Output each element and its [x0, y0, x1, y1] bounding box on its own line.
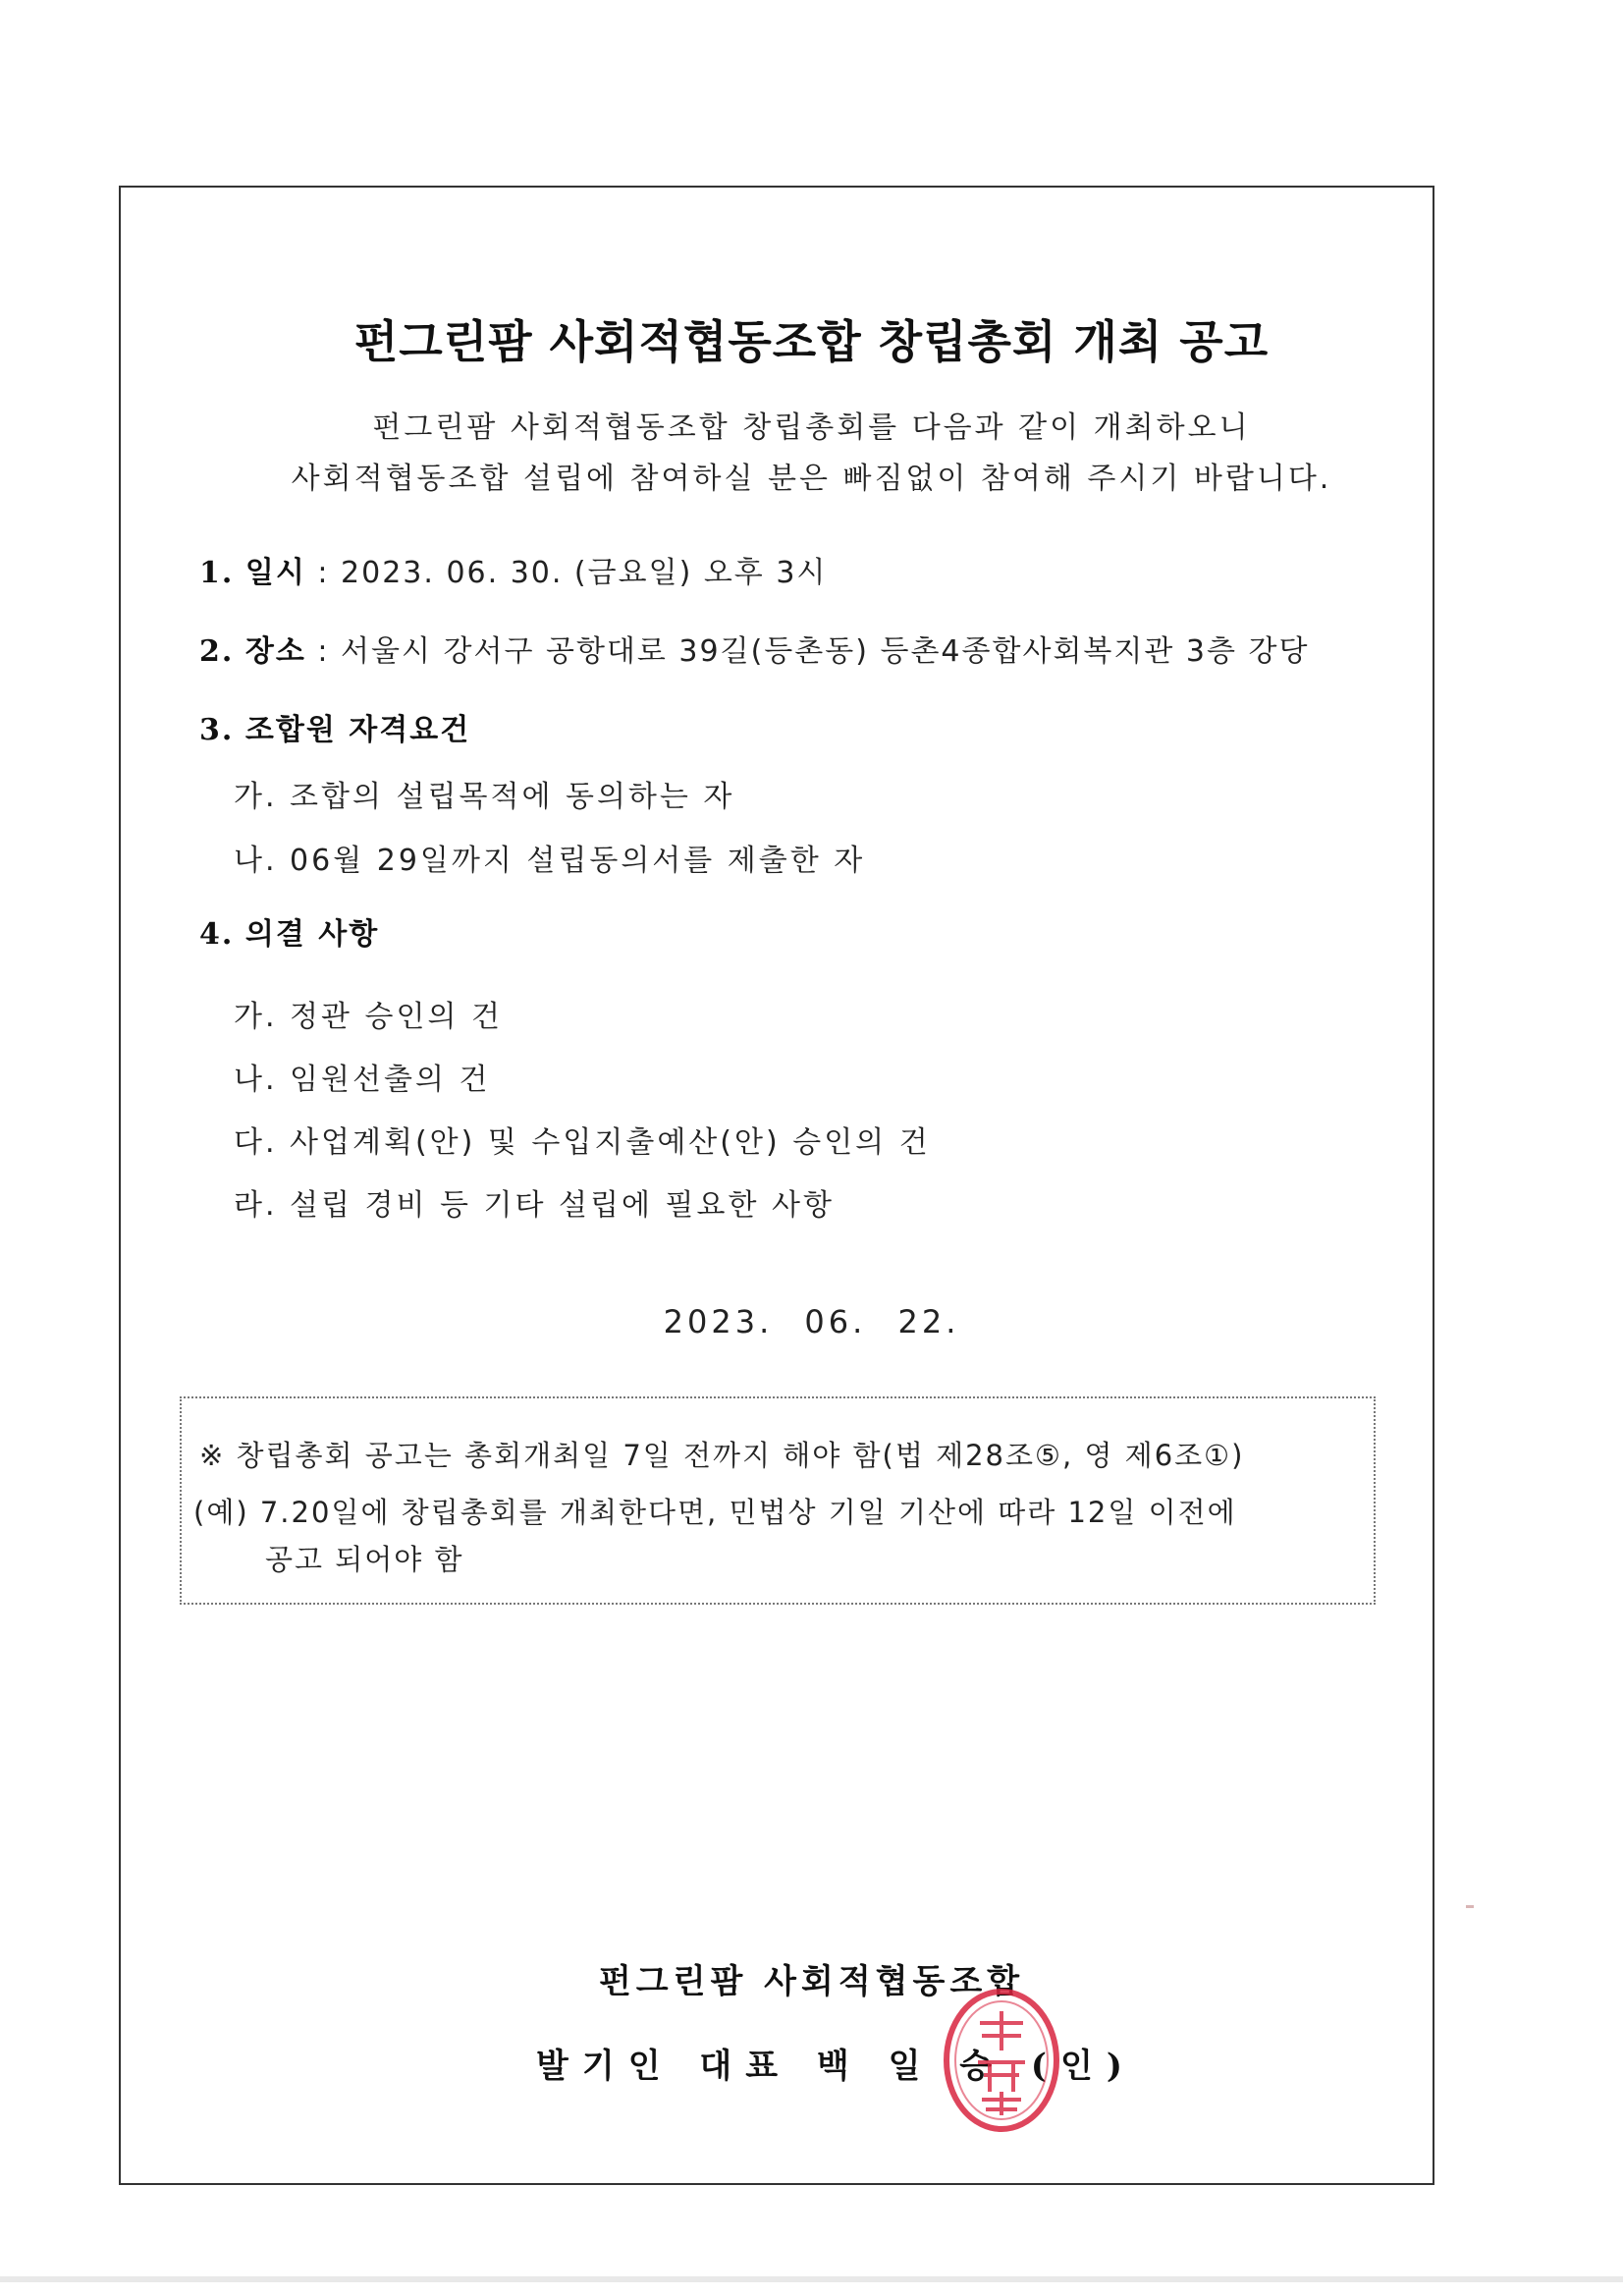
note-line-1: ※ 창립총회 공고는 총회개최일 7일 전까지 해야 함(법 제28조⑤, 영 제6조①) — [199, 1439, 1245, 1472]
item-key: 의결 사항 — [244, 917, 380, 952]
item-resolutions — [199, 909, 379, 953]
item-location — [199, 627, 1309, 670]
resolution-item: 다. 사업계획(안) 및 수입지출예산(안) 승인의 건 — [234, 1125, 931, 1160]
item-qualifications — [199, 705, 470, 748]
note-line-3: 공고 되어야 함 — [265, 1543, 464, 1576]
item-datetime — [199, 548, 827, 591]
qualification-item: 나. 06월 29일까지 설립동의서를 제출한 자 — [234, 844, 866, 878]
item-key: 일시 — [244, 556, 306, 590]
item-value: : 2023. 06. 30. (금요일) 오후 3시 — [305, 556, 828, 590]
item-key: 장소 — [244, 634, 306, 669]
item-number: 1. — [199, 556, 235, 590]
qualification-item: 가. 조합의 설립목적에 동의하는 자 — [234, 780, 735, 814]
organization-name: 펀그린팜 사회적협동조합 — [598, 1962, 1025, 2001]
seal-stamp — [933, 1982, 1070, 2139]
resolution-item: 가. 정관 승인의 건 — [234, 1000, 504, 1034]
scan-speck — [1466, 1905, 1474, 1908]
intro-line-1: 펀그린팜 사회적협동조합 창립총회를 다음과 같이 개최하오니 — [372, 410, 1251, 445]
signer-line: 발기인 대표 백 일 승 (인) — [536, 2047, 1136, 2086]
item-number: 2. — [199, 634, 235, 669]
scan-edge — [0, 2276, 1623, 2282]
resolution-item: 나. 임원선출의 건 — [234, 1063, 491, 1097]
intro-line-2: 사회적협동조합 설립에 참여하실 분은 빠짐없이 참여해 주시기 바랍니다. — [291, 462, 1332, 496]
item-key: 조합원 자격요건 — [244, 713, 471, 747]
item-number: 3. — [199, 713, 235, 747]
notice-title: 펀그린팜 사회적협동조합 창립총회 개최 공고 — [353, 315, 1270, 368]
note-line-2: (예) 7.20일에 창립총회를 개최한다면, 민법상 기일 기산에 따라 12일 이전에 — [193, 1496, 1237, 1529]
item-number: 4. — [199, 917, 235, 952]
item-value: : 서울시 강서구 공항대로 39길(등촌동) 등촌4종합사회복지관 3층 강당 — [305, 634, 1310, 669]
notice-date: 2023. 06. 22. — [663, 1303, 960, 1340]
resolution-item: 라. 설립 경비 등 기타 설립에 필요한 사항 — [234, 1188, 835, 1223]
